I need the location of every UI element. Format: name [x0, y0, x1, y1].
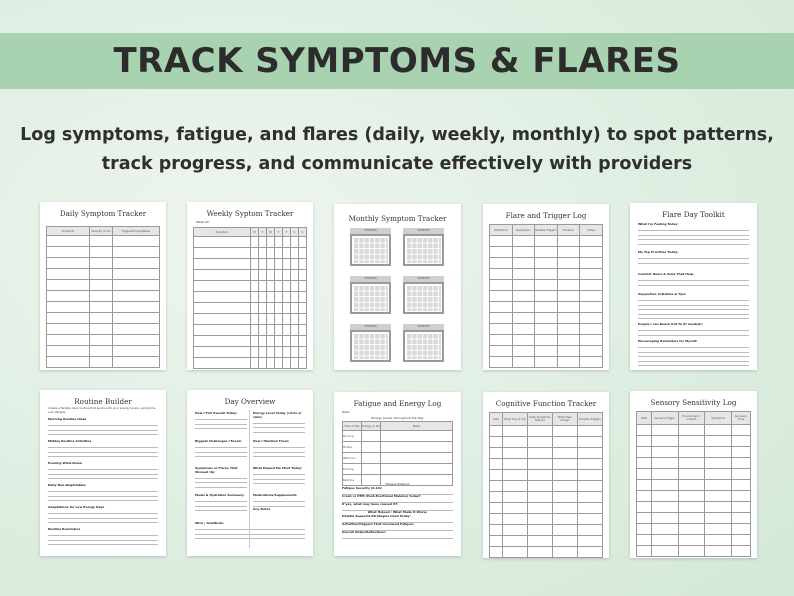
col-header: Notes: [580, 225, 603, 236]
table-row: [490, 313, 603, 324]
table-row: [490, 302, 603, 313]
overview-right: [253, 467, 305, 484]
table-row: [637, 469, 751, 480]
section-heading: What I'm Feeling Today:: [638, 222, 679, 226]
routine-intro: Create a flexible daily routine that works with your energy levels, symptoms, and lifestyle.: [48, 406, 156, 414]
overview-right: [253, 494, 305, 507]
col-header: Severity (1-10): [90, 227, 113, 236]
col-header: What Was I Doing?: [553, 413, 578, 426]
page-routine-builder: [40, 390, 166, 556]
toolkit-section: [638, 223, 749, 245]
table-row: [490, 280, 603, 291]
toolkit-section: [638, 293, 749, 319]
cognitive-table: [489, 412, 603, 558]
monthly-calendar: [403, 324, 444, 362]
table-row: [490, 492, 603, 503]
page-day-overview: [187, 390, 313, 556]
table-row: [194, 325, 307, 336]
table-row: [47, 302, 160, 313]
table-row: [490, 448, 603, 459]
table-row: [637, 425, 751, 436]
subtitle-line-2: track progress, and communicate effectively with providers: [101, 154, 693, 174]
row-label: Midday: [343, 442, 362, 453]
table-row: [637, 535, 751, 546]
table-row: [490, 258, 603, 269]
page-weekly-symptom-tracker: [187, 202, 313, 370]
page-flare-trigger-log: [483, 204, 609, 370]
title-banner: [0, 33, 794, 89]
col-header: Date: [637, 412, 652, 425]
table-body: [47, 236, 160, 368]
page-daily-symptom-tracker: [40, 202, 166, 370]
col-header: Brain Fog (1-10): [503, 413, 528, 426]
routine-section: [48, 528, 158, 545]
col-header: Date/Time: [490, 225, 513, 236]
table-row: [637, 458, 751, 469]
section-heading: Supportive Activities & Tips:: [638, 292, 687, 296]
flare-table: [489, 224, 603, 368]
row-label: Bedtime: [343, 475, 362, 486]
section-heading: Adaptations for Low Energy Days: [48, 505, 105, 509]
col-header: T: [275, 228, 283, 237]
col-header: Duration: [557, 225, 580, 236]
col-header: Energy (1-10): [362, 422, 381, 431]
col-header: W: [267, 228, 275, 237]
section-heading: Comfort Items & Tools That Help:: [638, 272, 695, 276]
table-row: [637, 513, 751, 524]
table-body: [490, 426, 603, 558]
table-row: [637, 502, 751, 513]
table-row: [194, 259, 307, 270]
col-header: T: [259, 228, 267, 237]
table-row: [490, 247, 603, 258]
calendar-grid: [352, 284, 389, 312]
calendar-label: SYMPTOM: [350, 324, 391, 330]
table-row: [47, 269, 160, 280]
table-row: [490, 291, 603, 302]
section-heading: How I Handled Them:: [253, 439, 290, 443]
col-header: Possible Triggers: [535, 225, 558, 236]
col-header: S: [291, 228, 299, 237]
table-row: [47, 335, 160, 346]
monthly-calendar: [350, 276, 391, 314]
table-row: [637, 491, 751, 502]
table-row: [47, 258, 160, 269]
table-row: [490, 269, 603, 280]
section-heading: What Helped Me Most Today:: [253, 466, 303, 470]
row-label: Morning: [343, 431, 362, 442]
page-title: TRACK SYMPTOMS & FLARES: [113, 41, 681, 81]
week-of-label: Week Of:: [196, 220, 210, 224]
table-row: [637, 447, 751, 458]
fatigue-questions: [342, 487, 453, 539]
calendar-grid: [405, 284, 442, 312]
table-row: [490, 236, 603, 247]
routine-section: [48, 484, 158, 501]
table-row: [194, 292, 307, 303]
table-row: [47, 324, 160, 335]
table-body: [637, 425, 751, 557]
section-heading: Medications/Supplements: [253, 493, 297, 497]
col-header: Possible Triggers: [578, 413, 603, 426]
overview-left: [195, 494, 247, 511]
calendar-label: SYMPTOM: [350, 276, 391, 282]
table-body: [194, 237, 307, 369]
fatigue-table-caption: Energy Levels Throughout the Day: [371, 416, 424, 420]
sensory-table: [636, 411, 751, 557]
section-heading: Wins / Gratitude:: [195, 521, 224, 525]
calendar-grid: [405, 236, 442, 264]
table-row: [490, 481, 603, 492]
overview-right: [253, 412, 305, 433]
section-heading: Midday Routine Activities: [48, 439, 92, 443]
col-header: Date: [490, 413, 503, 426]
table-row: [490, 470, 603, 481]
fatigue-date-label: Date:: [342, 410, 351, 414]
daily-table: [46, 226, 160, 368]
page-title-toolkit: Flare Day Toolkit: [662, 210, 725, 219]
section-heading: Any Notes: [253, 507, 271, 511]
overview-right: [253, 440, 305, 457]
calendar-label: SYMPTOM: [403, 276, 444, 282]
table-row: [194, 358, 307, 369]
table-row: [490, 514, 603, 525]
section-heading: Morning Routine Ideas: [48, 417, 87, 421]
table-row: [637, 546, 751, 557]
col-header: Notes: [381, 422, 453, 431]
section-heading: My Top Priorities Today:: [638, 250, 679, 254]
calendar-grid: [352, 236, 389, 264]
question: Fatigue Severity (0-10):: [342, 486, 383, 490]
col-header: Description: [512, 225, 535, 236]
table-row: [47, 247, 160, 258]
col-header: F: [283, 228, 291, 237]
page-fatigue-energy-log: [334, 392, 461, 556]
table-row: [490, 503, 603, 514]
page-title-monthly: Monthly Symptom Tracker: [348, 214, 447, 223]
section-heading: Evening Wind-Down: [48, 461, 82, 465]
col-header: Symptoms: [705, 412, 732, 425]
table-row: [490, 437, 603, 448]
col-header: Triggers/Timing/Notes: [113, 227, 160, 236]
routine-section: [48, 462, 158, 479]
col-header: Symptom: [47, 227, 90, 236]
page-title-overview: Day Overview: [224, 397, 276, 406]
table-row: [194, 281, 307, 292]
question: Overall Notes/Reflections:: [342, 530, 387, 535]
table-row: [47, 291, 160, 302]
section-heading: Symptoms or Flares That Showed Up:: [195, 466, 238, 474]
section-heading: Biggest Challenges I Faced:: [195, 439, 242, 443]
page-monthly-symptom-tracker: [334, 204, 461, 370]
section-heading: People I can Reach Out To (if needed):: [638, 322, 703, 326]
row-label: Afternoon: [343, 453, 362, 464]
table-row: [637, 480, 751, 491]
table-row: [194, 303, 307, 314]
routine-section: [48, 506, 158, 523]
overview-left: [195, 440, 247, 457]
overview-right: [253, 508, 305, 512]
table-row: [637, 436, 751, 447]
section-heading: How I Felt Overall Today:: [195, 411, 238, 415]
overview-left: [195, 412, 247, 429]
toolkit-section: [638, 251, 749, 264]
page-sensory-sensitivity-log: [630, 391, 757, 558]
section-heading: Meals & Hydration Summary:: [195, 493, 245, 497]
page-title-cognitive: Cognitive Function Tracker: [495, 399, 597, 408]
row-label: Evening: [343, 464, 362, 475]
routine-section: [48, 418, 158, 435]
table-row: [490, 536, 603, 547]
col-header: S: [299, 228, 307, 237]
table-row: [490, 547, 603, 558]
section-heading: Routine Reminders: [48, 527, 81, 531]
question: If yes, what may have caused it?:: [342, 502, 399, 507]
page-title-flare: Flare and Trigger Log: [505, 211, 587, 220]
table-row: [194, 314, 307, 325]
table-row: [490, 335, 603, 346]
table-row: [194, 336, 307, 347]
calendar-label: SYMPTOM: [403, 228, 444, 234]
table-row: [194, 237, 307, 248]
table-row: [490, 525, 603, 536]
routine-section: [48, 440, 158, 457]
page-title-fatigue: Fatigue and Energy Log: [353, 399, 442, 408]
col-header: Daily Symptoms Noticed: [528, 413, 553, 426]
question: What Helped / What Made It Worse: [367, 510, 428, 515]
table-row: [47, 313, 160, 324]
table-row: [637, 524, 751, 535]
col-header: Sensory Trigger: [652, 412, 679, 425]
subtitle: [0, 121, 794, 179]
col-header: Time of Day: [343, 422, 362, 431]
table-row: [490, 346, 603, 357]
page-title-sensory: Sensory Sensitivity Log: [650, 398, 737, 407]
table-body: [490, 236, 603, 368]
page-title-routine: Routine Builder: [74, 397, 132, 406]
monthly-calendar: [350, 228, 391, 266]
section-heading: Energy Level Today (circle or rate):: [253, 411, 302, 419]
col-header: M: [251, 228, 259, 237]
section-heading: Encouraging Reminders for Myself:: [638, 339, 698, 343]
calendar-label: SYMPTOM: [403, 324, 444, 330]
table-row: [47, 357, 160, 368]
page-cognitive-function-tracker: [483, 392, 609, 558]
table-row: [47, 280, 160, 291]
question: Activities/Triggers That Increased Fatigue:: [342, 521, 414, 526]
overview-left: [195, 467, 247, 488]
calendar-label: SYMPTOM: [350, 228, 391, 234]
col-header: Environment / Context: [678, 412, 705, 425]
subtitle-line-1: Log symptoms, fatigue, and flares (daily, weekly, monthly) to spot patterns,: [20, 125, 774, 145]
calendar-grid: [352, 332, 389, 360]
table-row: [194, 248, 307, 259]
table-row: [490, 324, 603, 335]
fatigue-patterns-heading: Fatigue Patterns: [385, 482, 410, 486]
toolkit-section: [638, 323, 749, 336]
monthly-calendar: [350, 324, 391, 362]
monthly-calendar: [403, 276, 444, 314]
calendar-grid: [405, 332, 442, 360]
col-header: Symptom: [194, 228, 251, 237]
table-row: [47, 346, 160, 357]
table-row: [47, 236, 160, 247]
table-row: [194, 347, 307, 358]
weekly-table: [193, 227, 307, 369]
fatigue-table: [342, 421, 453, 486]
section-heading: Daily Non-Negotiables: [48, 483, 86, 487]
overview-wins: [195, 522, 305, 539]
table-row: [490, 357, 603, 368]
table-row: [490, 426, 603, 437]
page-title-daily: Daily Symptom Tracker: [59, 209, 147, 218]
col-header: Recovery Time: [732, 412, 751, 425]
question: Helpful Supports/Strategies Used Today:: [342, 513, 411, 518]
question: Crash or PEM (Post-Exertional Malaise) today?: [342, 494, 421, 499]
monthly-calendar: [403, 228, 444, 266]
table-row: [490, 459, 603, 470]
toolkit-section: [638, 273, 749, 286]
toolkit-section: [638, 340, 749, 366]
table-row: [194, 270, 307, 281]
page-flare-day-toolkit: [630, 203, 757, 370]
page-title-weekly: Weekly Syptom Tracker: [206, 209, 294, 218]
